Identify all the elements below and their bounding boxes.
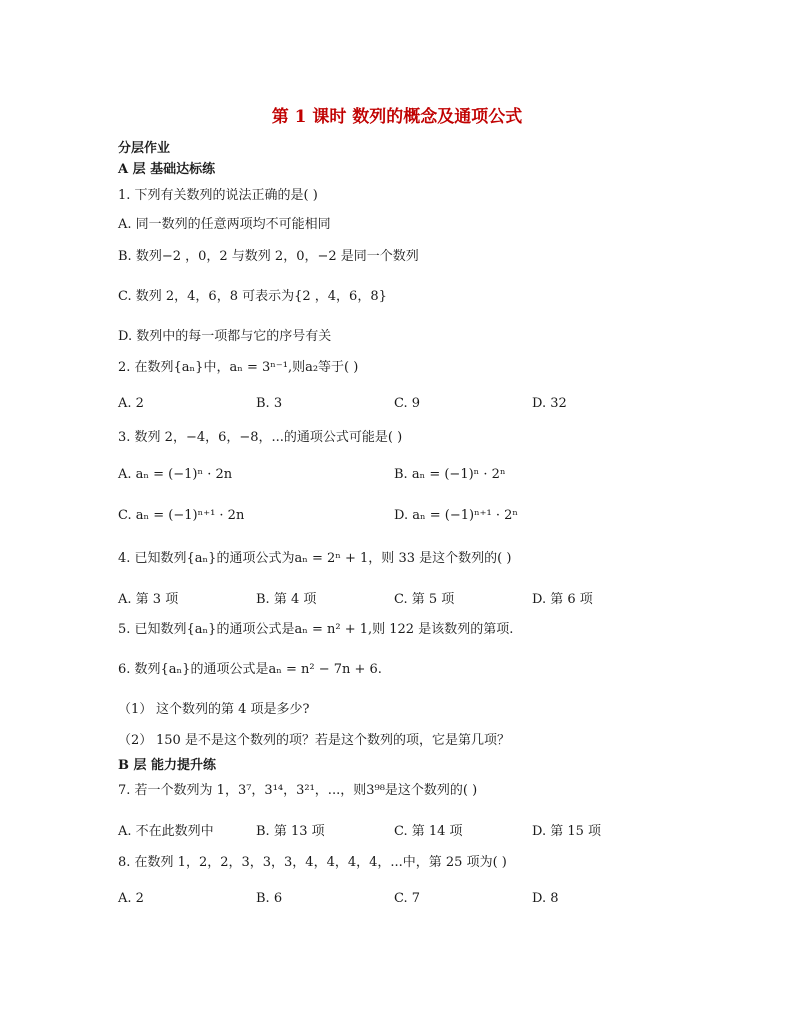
question-5-stem: 5. 已知数列{aₙ}的通项公式是aₙ = n² + 1,则 122 是该数列的第项. xyxy=(118,622,514,637)
question-4-stem: 4. 已知数列{aₙ}的通项公式为aₙ = 2ⁿ + 1，则 33 是这个数列的( ) xyxy=(118,551,512,566)
question-6-part-2 xyxy=(118,729,510,748)
question-7-option-b: B. 第 13 项 xyxy=(256,824,325,839)
question-6-part-1-text: 这个数列的第 4 项是多少? xyxy=(156,702,310,717)
question-7-option-c: C. 第 14 项 xyxy=(394,824,463,839)
question-8-option-a: A. 2 xyxy=(118,891,144,906)
question-2-option-a: A. 2 xyxy=(118,396,144,411)
question-8-stem: 8. 在数列 1，2，2，3，3，3，4，4，4，4，...中，第 25 项为( ) xyxy=(118,855,507,870)
question-7-option-d: D. 第 15 项 xyxy=(532,824,602,839)
question-4-option-a: A. 第 3 项 xyxy=(118,592,179,607)
question-3-option-d: D. aₙ = (−1)ⁿ⁺¹ · 2ⁿ xyxy=(394,508,519,523)
question-2-option-d: D. 32 xyxy=(532,396,567,411)
question-8-option-b: B. 6 xyxy=(256,891,283,906)
question-4-option-b: B. 第 4 项 xyxy=(256,592,317,607)
question-2-option-c: C. 9 xyxy=(394,396,421,411)
question-8-option-c: C. 7 xyxy=(394,891,421,906)
level-b-header: B 层 能力提升练 xyxy=(118,758,217,773)
question-2-option-b: B. 3 xyxy=(256,396,283,411)
question-3-option-b: B. aₙ = (−1)ⁿ · 2ⁿ xyxy=(394,467,506,482)
page-title: 第 1 课时 数列的概念及通项公式 xyxy=(271,107,523,127)
question-6-part-2-text: 150 是不是这个数列的项？若是这个数列的项，它是第几项？ xyxy=(156,733,510,748)
question-1-option-c: C. 数列 2，4，6，8 可表示为{2 ，4，6，8} xyxy=(118,289,387,304)
question-1-option-a: A. 同一数列的任意两项均不可能相同 xyxy=(118,217,331,232)
question-3-option-a: A. aₙ = (−1)ⁿ · 2n xyxy=(118,467,233,482)
question-2-stem: 2. 在数列{aₙ}中，aₙ = 3ⁿ⁻¹,则a₂等于( ) xyxy=(118,360,359,375)
question-1-option-d: D. 数列中的每一项都与它的序号有关 xyxy=(118,329,332,344)
question-3-stem: 3. 数列 2，−4，6，−8，...的通项公式可能是( ) xyxy=(118,430,403,445)
question-1-option-b: B. 数列−2 ，0，2 与数列 2，0，−2 是同一个数列 xyxy=(118,249,419,264)
question-6-part-1 xyxy=(118,698,310,717)
question-7-stem: 7. 若一个数列为 1，3⁷，3¹⁴，3²¹，...，则3⁹⁸是这个数列的( ) xyxy=(118,783,478,798)
question-7-option-a: A. 不在此数列中 xyxy=(118,824,214,839)
question-6-stem: 6. 数列{aₙ}的通项公式是aₙ = n² − 7n + 6. xyxy=(118,662,382,677)
question-4-option-c: C. 第 5 项 xyxy=(394,592,455,607)
level-a-header: A 层 基础达标练 xyxy=(118,162,216,177)
question-1-stem: 1. 下列有关数列的说法正确的是( ) xyxy=(118,188,318,203)
question-8-option-d: D. 8 xyxy=(532,891,559,906)
question-6-part-2-number: （2） xyxy=(118,733,153,748)
question-6-part-1-number: （1） xyxy=(118,702,153,717)
question-4-option-d: D. 第 6 项 xyxy=(532,592,593,607)
question-3-option-c: C. aₙ = (−1)ⁿ⁺¹ · 2n xyxy=(118,508,245,523)
section-header: 分层作业 xyxy=(118,141,171,156)
